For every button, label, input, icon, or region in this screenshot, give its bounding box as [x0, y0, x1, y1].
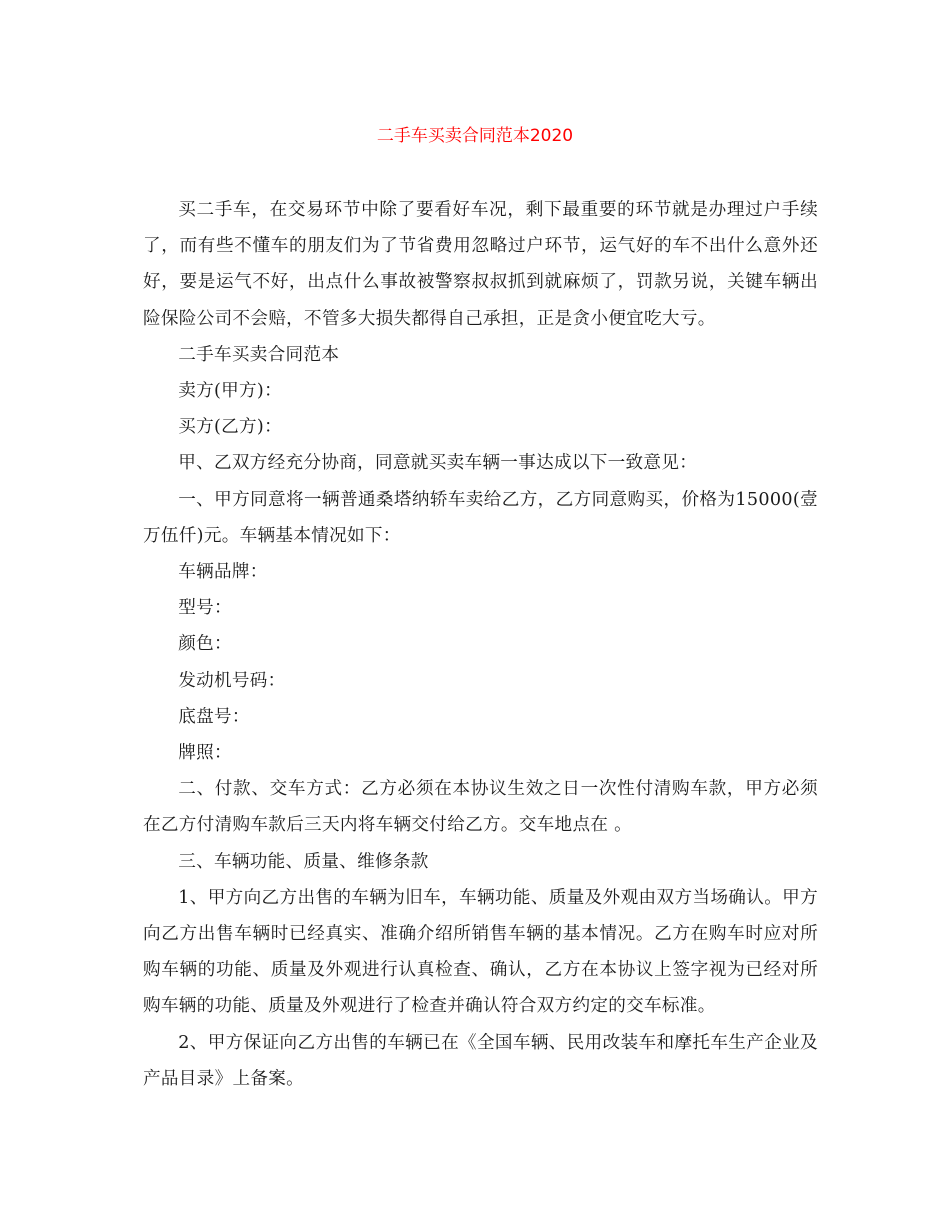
- license-plate-line: 牌照：: [178, 743, 232, 764]
- engine-number-line: 发动机号码：: [178, 670, 286, 691]
- agreement-paragraph: 甲、乙双方经充分协商，同意就买卖车辆一事达成以下一致意见：: [178, 453, 698, 474]
- intro-paragraph: 买二手车，在交易环节中除了要看好车况，剩下最重要的环节就是办理过户手续了，而有些不懂车的朋友们为了节省费用忽略过户环节，运气好的车不出什么意外还好，要是运气不好，出点什么事故被警察叔叔抓到就麻烦了，罚款另说，关键车辆出险保险公司不会赔，不管多大损失都得自己承担，正是贪小便宜吃大亏。: [143, 200, 818, 329]
- vehicle-brand-line: 车辆品牌：: [178, 562, 268, 583]
- clause-3-item-1: 1、甲方向乙方出售的车辆为旧车，车辆功能、质量及外观由双方当场确认。甲方向乙方出售车辆时已经真实、准确介绍所销售车辆的基本情况。乙方在购车时应对所购车辆的功能、质量及外观进行认真检查、确认，乙方在本协议上签字视为已经对所购车辆的功能、质量及外观进行了检查并确认符合双方约定的交车标准。: [143, 887, 818, 1017]
- clause-2-paragraph: 二、付款、交车方式：乙方必须在本协议生效之日一次性付清购车款，甲方必须在乙方付清购车款后三天内将车辆交付给乙方。交车地点在 。: [143, 779, 818, 836]
- buyer-line: 买方(乙方)：: [178, 417, 282, 438]
- contract-heading: 二手车买卖合同范本: [178, 344, 340, 365]
- clause-3-item-2: 2、甲方保证向乙方出售的车辆已在《全国车辆、民用改装车和摩托车生产企业及产品目录》上备案。: [143, 1032, 818, 1089]
- document-title: 二手车买卖合同范本2020: [376, 126, 574, 146]
- seller-line: 卖方(甲方)：: [178, 381, 282, 402]
- document-body: [143, 192, 818, 1097]
- clause-3-heading: 三、车辆功能、质量、维修条款: [178, 851, 429, 872]
- chassis-number-line: 底盘号：: [178, 706, 250, 727]
- clause-1-paragraph: 一、甲方同意将一辆普通桑塔纳轿车卖给乙方，乙方同意购买，价格为15000(壹万伍仟)元。车辆基本情况如下：: [143, 489, 818, 546]
- vehicle-model-line: 型号：: [178, 598, 232, 619]
- vehicle-color-line: 颜色：: [178, 634, 232, 655]
